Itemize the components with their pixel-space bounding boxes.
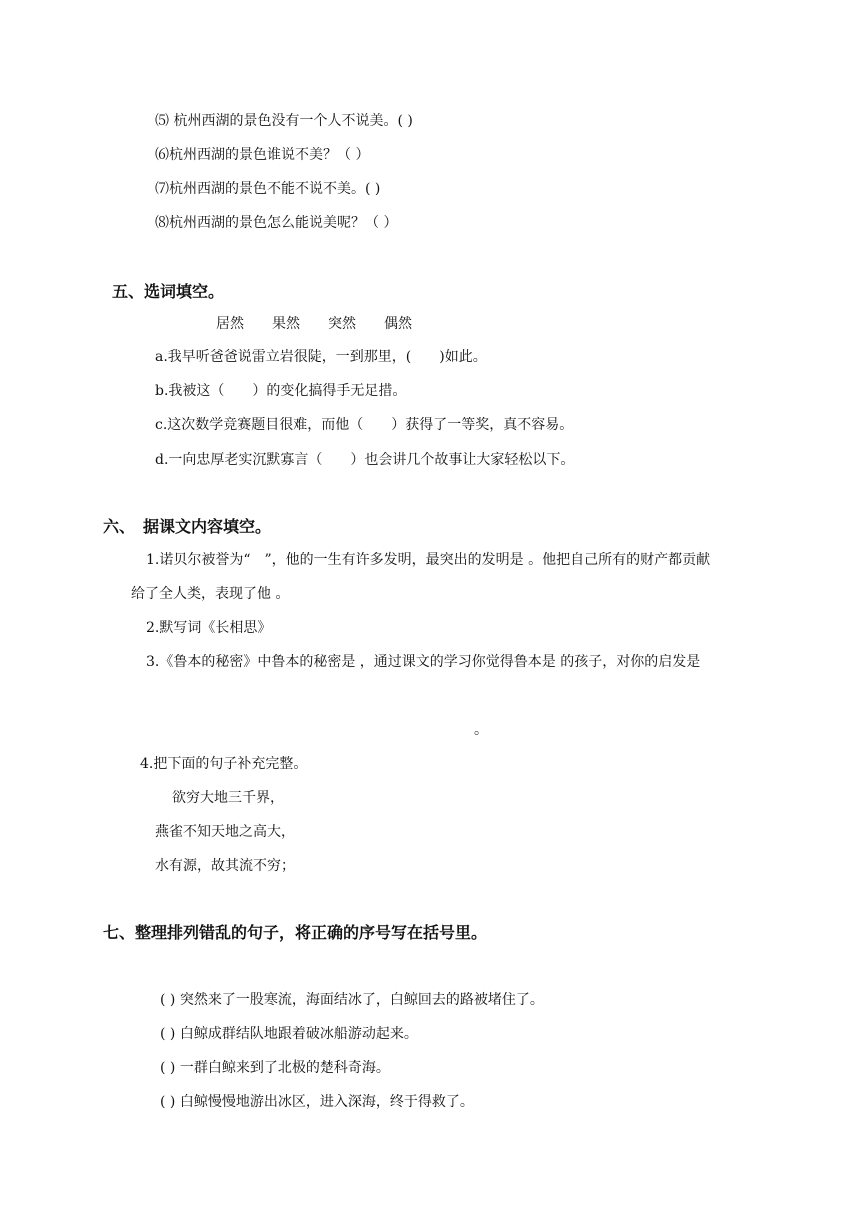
- word-choice: 偶然: [384, 316, 412, 332]
- ordering-item: ( ) 突然来了一股寒流，海面结冰了，白鲸回去的路被堵住了。: [160, 992, 544, 1008]
- section-7-heading: 七、整理排列错乱的句子，将正确的序号写在括号里。: [103, 923, 488, 942]
- ordering-item: ( ) 一群白鲸来到了北极的楚科奇海。: [160, 1060, 390, 1076]
- ordering-item: ( ) 白鲸成群结队地跟着破冰船游动起来。: [160, 1026, 418, 1042]
- judgement-item-6: ⑹杭州西湖的景色谁说不美？（ ）: [155, 147, 370, 163]
- poem-line: 水有源，故其流不穷；: [155, 858, 295, 874]
- question-1-line-2: 给了全人类，表现了他 。: [131, 586, 290, 602]
- section-6-heading: 六、 据课文内容填空。: [103, 517, 272, 536]
- question-1-line-1: 1.诺贝尔被誉为“ ”，他的一生有许多发明，最突出的发明是 。他把自己所有的财产都贡献: [146, 552, 711, 568]
- judgement-item-8: ⑻杭州西湖的景色怎么能说美呢？（ ）: [155, 215, 398, 231]
- word-choice: 突然: [328, 316, 356, 332]
- judgement-item-7: ⑺杭州西湖的景色不能不说不美。( ): [155, 181, 381, 197]
- poem-line: 燕雀不知天地之高大，: [155, 824, 295, 840]
- fill-item-a: a.我早听爸爸说雷立岩很陡，一到那里，( )如此。: [155, 349, 487, 365]
- judgement-item-5: ⑸ 杭州西湖的景色没有一个人不说美。( ): [155, 113, 413, 129]
- word-choices: [216, 314, 440, 334]
- poem-line: 欲穷大地三千界，: [172, 790, 284, 806]
- question-2: 2.默写词《长相思》: [146, 620, 272, 636]
- question-3: 3.《鲁本的秘密》中鲁本的秘密是 ，通过课文的学习你觉得鲁本是 的孩子，对你的启发是: [146, 654, 701, 670]
- section-5-heading: 五、选词填空。: [112, 282, 225, 301]
- question-4: 4.把下面的句子补充完整。: [140, 756, 308, 772]
- fill-item-d: d.一向忠厚老实沉默寡言（ ）也会讲几个故事让大家轻松以下。: [155, 452, 575, 468]
- fill-item-b: b.我被这（ ）的变化搞得手无足措。: [155, 383, 407, 399]
- word-choice: 居然: [216, 316, 244, 332]
- ordering-item: ( ) 白鲸慢慢地游出冰区，进入深海，终于得救了。: [160, 1094, 474, 1110]
- question-3-end: 。: [474, 722, 488, 738]
- word-choice: 果然: [272, 316, 300, 332]
- fill-item-c: c.这次数学竞赛题目很难，而他（ ）获得了一等奖，真不容易。: [155, 417, 574, 433]
